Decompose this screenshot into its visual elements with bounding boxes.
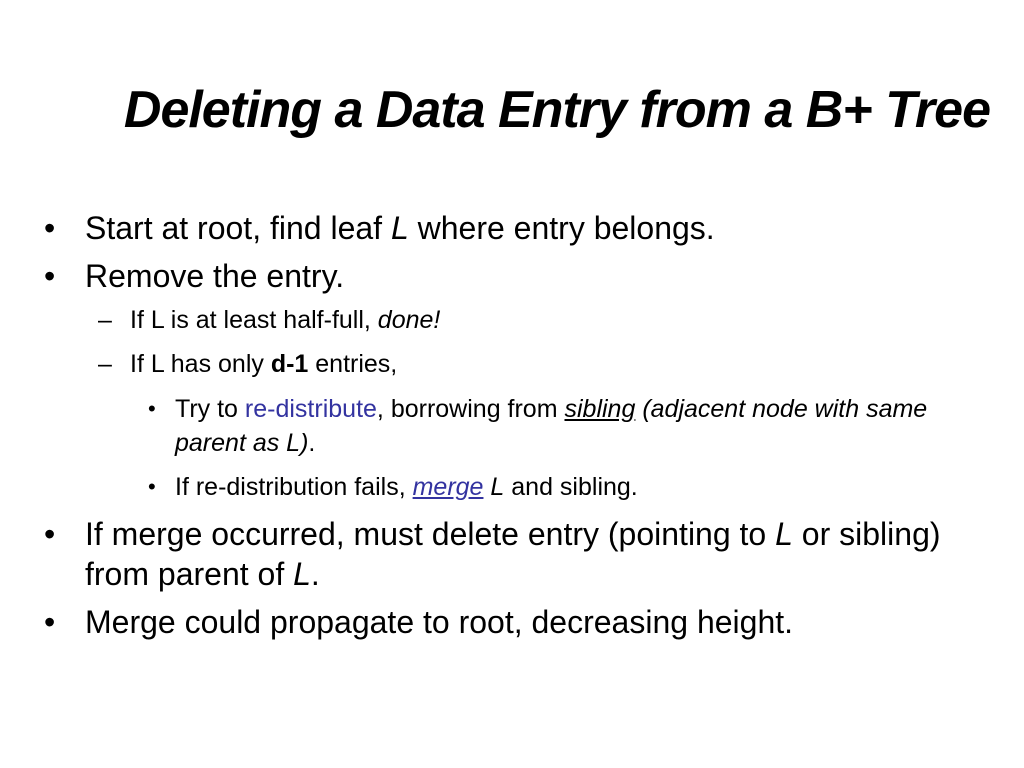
bullet-text: If merge occurred, must delete entry (pointing to [85, 516, 776, 552]
sub-sub-bullet-redistribute [42, 392, 992, 460]
redistribute-term: re-distribute [244, 395, 377, 423]
period-text: . [308, 429, 316, 457]
leaf-variable: L [293, 556, 311, 592]
dash-mark: – [98, 350, 112, 378]
dash-mark: – [98, 306, 112, 334]
bullet-propagate [42, 602, 992, 642]
merge-term: merge [412, 473, 484, 501]
sub-sub-bullet-text: , borrowing from [376, 395, 565, 423]
bullet-text: Remove the entry. [85, 258, 345, 294]
bullet-merge-occurred [42, 514, 992, 594]
sibling-term: sibling [564, 395, 636, 423]
leaf-variable: L [490, 473, 505, 501]
sub-sub-bullet-text: and sibling. [504, 473, 638, 501]
sub-bullet-text: If L is at least half-full, [130, 306, 378, 334]
bullet-text: where entry belongs. [408, 210, 715, 246]
sub-bullet-d-minus-1 [42, 348, 992, 380]
done-text: done! [377, 306, 441, 334]
bullet-mark: • [44, 258, 56, 294]
slide-title: Deleting a Data Entry from a B+ Tree [123, 81, 990, 139]
bullet-remove-entry [42, 256, 992, 296]
sub-sub-bullet-merge [42, 470, 992, 504]
bullet-find-leaf [42, 208, 992, 248]
d-minus-1-text: d-1 [270, 350, 309, 378]
bullet-mark: • [44, 516, 56, 552]
bullet-mark: • [44, 604, 56, 640]
bullet-mark: • [148, 474, 156, 499]
bullet-text: Start at root, find leaf [85, 210, 391, 246]
leaf-variable: L [775, 516, 793, 552]
bullet-mark: • [148, 396, 156, 421]
bullet-mark: • [44, 210, 56, 246]
bullet-text: or sibling) from parent of [85, 516, 941, 592]
sub-bullet-text: If L has only [130, 350, 271, 378]
sub-bullet-half-full [42, 304, 992, 336]
sibling-definition: (adjacent node with same parent as L) [175, 395, 928, 457]
leaf-variable: L [390, 210, 409, 246]
sub-bullet-text: entries, [308, 350, 398, 378]
bullet-text: Merge could propagate to root, decreasing height. [85, 604, 794, 640]
period-text: . [310, 556, 320, 592]
sub-sub-bullet-text: Try to [175, 395, 245, 423]
sub-sub-bullet-text: If re-distribution fails, [175, 473, 413, 501]
slide-body [42, 208, 992, 650]
